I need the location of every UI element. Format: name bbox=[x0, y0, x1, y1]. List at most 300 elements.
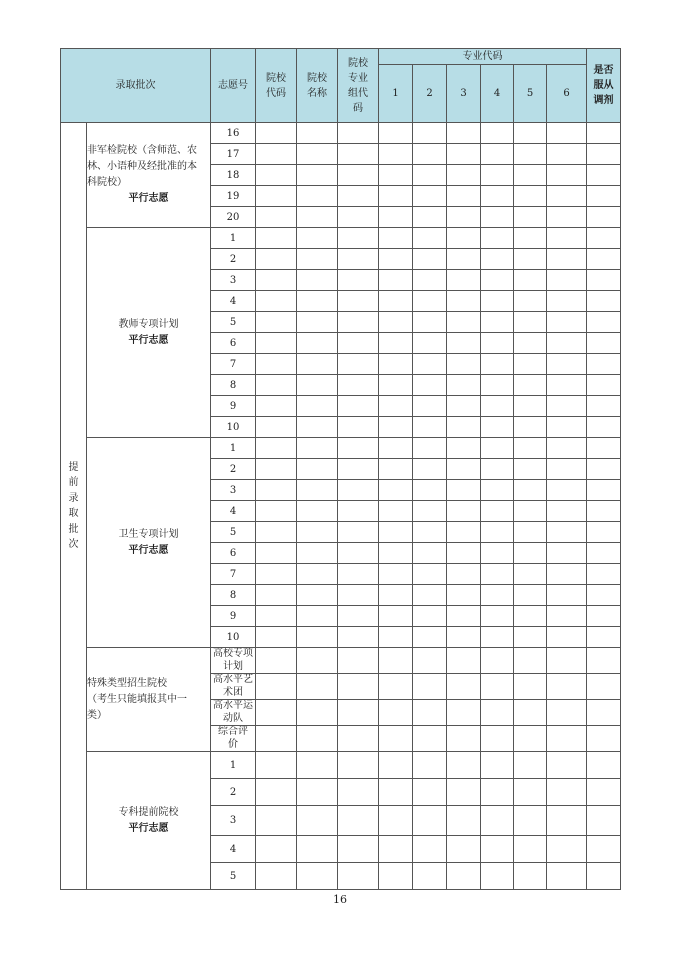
entry-cell[interactable] bbox=[587, 207, 621, 228]
entry-cell[interactable] bbox=[447, 700, 481, 726]
entry-cell[interactable] bbox=[297, 459, 338, 480]
entry-cell[interactable] bbox=[256, 700, 297, 726]
entry-cell[interactable] bbox=[413, 543, 447, 564]
entry-cell[interactable] bbox=[514, 752, 547, 779]
entry-cell[interactable] bbox=[481, 312, 514, 333]
entry-cell[interactable] bbox=[587, 863, 621, 890]
entry-cell[interactable] bbox=[447, 228, 481, 249]
entry-cell[interactable] bbox=[514, 165, 547, 186]
entry-cell[interactable] bbox=[587, 312, 621, 333]
entry-cell[interactable] bbox=[547, 752, 587, 779]
entry-cell[interactable] bbox=[447, 417, 481, 438]
entry-cell[interactable] bbox=[256, 207, 297, 228]
entry-cell[interactable] bbox=[413, 312, 447, 333]
entry-cell[interactable] bbox=[481, 333, 514, 354]
entry-cell[interactable] bbox=[338, 863, 379, 890]
entry-cell[interactable] bbox=[256, 459, 297, 480]
entry-cell[interactable] bbox=[447, 674, 481, 700]
entry-cell[interactable] bbox=[481, 228, 514, 249]
entry-cell[interactable] bbox=[379, 438, 413, 459]
entry-cell[interactable] bbox=[587, 375, 621, 396]
entry-cell[interactable] bbox=[514, 333, 547, 354]
entry-cell[interactable] bbox=[379, 186, 413, 207]
entry-cell[interactable] bbox=[481, 270, 514, 291]
entry-cell[interactable] bbox=[514, 543, 547, 564]
entry-cell[interactable] bbox=[514, 207, 547, 228]
entry-cell[interactable] bbox=[481, 806, 514, 836]
entry-cell[interactable] bbox=[379, 836, 413, 863]
entry-cell[interactable] bbox=[297, 779, 338, 806]
entry-cell[interactable] bbox=[514, 396, 547, 417]
entry-cell[interactable] bbox=[297, 585, 338, 606]
entry-cell[interactable] bbox=[547, 396, 587, 417]
entry-cell[interactable] bbox=[481, 585, 514, 606]
entry-cell[interactable] bbox=[256, 165, 297, 186]
entry-cell[interactable] bbox=[447, 207, 481, 228]
entry-cell[interactable] bbox=[481, 354, 514, 375]
entry-cell[interactable] bbox=[514, 312, 547, 333]
entry-cell[interactable] bbox=[547, 585, 587, 606]
entry-cell[interactable] bbox=[514, 228, 547, 249]
entry-cell[interactable] bbox=[338, 375, 379, 396]
entry-cell[interactable] bbox=[338, 522, 379, 543]
entry-cell[interactable] bbox=[547, 627, 587, 648]
entry-cell[interactable] bbox=[547, 606, 587, 627]
entry-cell[interactable] bbox=[379, 270, 413, 291]
entry-cell[interactable] bbox=[481, 779, 514, 806]
entry-cell[interactable] bbox=[297, 123, 338, 144]
entry-cell[interactable] bbox=[481, 144, 514, 165]
entry-cell[interactable] bbox=[547, 863, 587, 890]
entry-cell[interactable] bbox=[297, 207, 338, 228]
entry-cell[interactable] bbox=[447, 186, 481, 207]
entry-cell[interactable] bbox=[379, 779, 413, 806]
entry-cell[interactable] bbox=[514, 417, 547, 438]
entry-cell[interactable] bbox=[256, 144, 297, 165]
entry-cell[interactable] bbox=[547, 836, 587, 863]
entry-cell[interactable] bbox=[256, 863, 297, 890]
entry-cell[interactable] bbox=[514, 627, 547, 648]
entry-cell[interactable] bbox=[514, 700, 547, 726]
entry-cell[interactable] bbox=[514, 144, 547, 165]
entry-cell[interactable] bbox=[514, 585, 547, 606]
entry-cell[interactable] bbox=[547, 375, 587, 396]
entry-cell[interactable] bbox=[338, 459, 379, 480]
entry-cell[interactable] bbox=[413, 459, 447, 480]
entry-cell[interactable] bbox=[413, 863, 447, 890]
entry-cell[interactable] bbox=[338, 543, 379, 564]
entry-cell[interactable] bbox=[256, 606, 297, 627]
entry-cell[interactable] bbox=[481, 417, 514, 438]
entry-cell[interactable] bbox=[587, 249, 621, 270]
entry-cell[interactable] bbox=[447, 438, 481, 459]
entry-cell[interactable] bbox=[514, 501, 547, 522]
entry-cell[interactable] bbox=[379, 674, 413, 700]
entry-cell[interactable] bbox=[256, 752, 297, 779]
entry-cell[interactable] bbox=[514, 249, 547, 270]
entry-cell[interactable] bbox=[338, 396, 379, 417]
entry-cell[interactable] bbox=[256, 123, 297, 144]
entry-cell[interactable] bbox=[413, 144, 447, 165]
entry-cell[interactable] bbox=[547, 438, 587, 459]
entry-cell[interactable] bbox=[379, 396, 413, 417]
entry-cell[interactable] bbox=[587, 501, 621, 522]
entry-cell[interactable] bbox=[379, 375, 413, 396]
entry-cell[interactable] bbox=[338, 501, 379, 522]
entry-cell[interactable] bbox=[447, 863, 481, 890]
entry-cell[interactable] bbox=[587, 627, 621, 648]
entry-cell[interactable] bbox=[297, 627, 338, 648]
entry-cell[interactable] bbox=[413, 207, 447, 228]
entry-cell[interactable] bbox=[338, 165, 379, 186]
entry-cell[interactable] bbox=[297, 543, 338, 564]
entry-cell[interactable] bbox=[447, 726, 481, 752]
entry-cell[interactable] bbox=[514, 438, 547, 459]
entry-cell[interactable] bbox=[297, 726, 338, 752]
entry-cell[interactable] bbox=[587, 480, 621, 501]
entry-cell[interactable] bbox=[256, 375, 297, 396]
entry-cell[interactable] bbox=[338, 291, 379, 312]
entry-cell[interactable] bbox=[379, 501, 413, 522]
entry-cell[interactable] bbox=[338, 726, 379, 752]
entry-cell[interactable] bbox=[514, 779, 547, 806]
entry-cell[interactable] bbox=[587, 417, 621, 438]
entry-cell[interactable] bbox=[514, 522, 547, 543]
entry-cell[interactable] bbox=[297, 354, 338, 375]
entry-cell[interactable] bbox=[481, 674, 514, 700]
entry-cell[interactable] bbox=[481, 207, 514, 228]
entry-cell[interactable] bbox=[379, 333, 413, 354]
entry-cell[interactable] bbox=[338, 354, 379, 375]
entry-cell[interactable] bbox=[547, 417, 587, 438]
entry-cell[interactable] bbox=[447, 501, 481, 522]
entry-cell[interactable] bbox=[481, 726, 514, 752]
entry-cell[interactable] bbox=[481, 648, 514, 674]
entry-cell[interactable] bbox=[587, 806, 621, 836]
entry-cell[interactable] bbox=[514, 726, 547, 752]
entry-cell[interactable] bbox=[379, 291, 413, 312]
entry-cell[interactable] bbox=[256, 806, 297, 836]
entry-cell[interactable] bbox=[447, 396, 481, 417]
entry-cell[interactable] bbox=[297, 375, 338, 396]
entry-cell[interactable] bbox=[447, 836, 481, 863]
entry-cell[interactable] bbox=[481, 249, 514, 270]
entry-cell[interactable] bbox=[297, 522, 338, 543]
entry-cell[interactable] bbox=[379, 543, 413, 564]
entry-cell[interactable] bbox=[338, 438, 379, 459]
entry-cell[interactable] bbox=[481, 375, 514, 396]
entry-cell[interactable] bbox=[256, 564, 297, 585]
entry-cell[interactable] bbox=[547, 144, 587, 165]
entry-cell[interactable] bbox=[547, 806, 587, 836]
entry-cell[interactable] bbox=[547, 165, 587, 186]
entry-cell[interactable] bbox=[547, 564, 587, 585]
entry-cell[interactable] bbox=[256, 312, 297, 333]
entry-cell[interactable] bbox=[547, 207, 587, 228]
entry-cell[interactable] bbox=[481, 700, 514, 726]
entry-cell[interactable] bbox=[547, 354, 587, 375]
entry-cell[interactable] bbox=[587, 123, 621, 144]
entry-cell[interactable] bbox=[481, 165, 514, 186]
entry-cell[interactable] bbox=[379, 863, 413, 890]
entry-cell[interactable] bbox=[447, 564, 481, 585]
entry-cell[interactable] bbox=[256, 627, 297, 648]
entry-cell[interactable] bbox=[413, 501, 447, 522]
entry-cell[interactable] bbox=[447, 165, 481, 186]
entry-cell[interactable] bbox=[447, 312, 481, 333]
entry-cell[interactable] bbox=[379, 207, 413, 228]
entry-cell[interactable] bbox=[379, 228, 413, 249]
entry-cell[interactable] bbox=[481, 627, 514, 648]
entry-cell[interactable] bbox=[256, 270, 297, 291]
entry-cell[interactable] bbox=[447, 333, 481, 354]
entry-cell[interactable] bbox=[338, 144, 379, 165]
entry-cell[interactable] bbox=[413, 806, 447, 836]
entry-cell[interactable] bbox=[379, 417, 413, 438]
entry-cell[interactable] bbox=[338, 249, 379, 270]
entry-cell[interactable] bbox=[587, 270, 621, 291]
entry-cell[interactable] bbox=[447, 648, 481, 674]
entry-cell[interactable] bbox=[481, 438, 514, 459]
entry-cell[interactable] bbox=[256, 417, 297, 438]
entry-cell[interactable] bbox=[547, 648, 587, 674]
entry-cell[interactable] bbox=[587, 354, 621, 375]
entry-cell[interactable] bbox=[587, 333, 621, 354]
entry-cell[interactable] bbox=[547, 249, 587, 270]
entry-cell[interactable] bbox=[514, 354, 547, 375]
entry-cell[interactable] bbox=[256, 480, 297, 501]
entry-cell[interactable] bbox=[379, 123, 413, 144]
entry-cell[interactable] bbox=[587, 186, 621, 207]
entry-cell[interactable] bbox=[447, 291, 481, 312]
entry-cell[interactable] bbox=[547, 228, 587, 249]
entry-cell[interactable] bbox=[338, 417, 379, 438]
entry-cell[interactable] bbox=[297, 165, 338, 186]
entry-cell[interactable] bbox=[256, 333, 297, 354]
entry-cell[interactable] bbox=[256, 291, 297, 312]
entry-cell[interactable] bbox=[587, 700, 621, 726]
entry-cell[interactable] bbox=[447, 585, 481, 606]
entry-cell[interactable] bbox=[481, 291, 514, 312]
entry-cell[interactable] bbox=[256, 249, 297, 270]
entry-cell[interactable] bbox=[587, 165, 621, 186]
entry-cell[interactable] bbox=[587, 459, 621, 480]
entry-cell[interactable] bbox=[587, 396, 621, 417]
entry-cell[interactable] bbox=[413, 165, 447, 186]
entry-cell[interactable] bbox=[587, 648, 621, 674]
entry-cell[interactable] bbox=[481, 396, 514, 417]
entry-cell[interactable] bbox=[413, 648, 447, 674]
entry-cell[interactable] bbox=[481, 564, 514, 585]
entry-cell[interactable] bbox=[297, 674, 338, 700]
entry-cell[interactable] bbox=[481, 836, 514, 863]
entry-cell[interactable] bbox=[256, 543, 297, 564]
entry-cell[interactable] bbox=[413, 291, 447, 312]
entry-cell[interactable] bbox=[447, 779, 481, 806]
entry-cell[interactable] bbox=[447, 375, 481, 396]
entry-cell[interactable] bbox=[481, 459, 514, 480]
entry-cell[interactable] bbox=[297, 480, 338, 501]
entry-cell[interactable] bbox=[547, 270, 587, 291]
entry-cell[interactable] bbox=[547, 480, 587, 501]
entry-cell[interactable] bbox=[379, 564, 413, 585]
entry-cell[interactable] bbox=[379, 606, 413, 627]
entry-cell[interactable] bbox=[413, 396, 447, 417]
entry-cell[interactable] bbox=[256, 501, 297, 522]
entry-cell[interactable] bbox=[587, 585, 621, 606]
entry-cell[interactable] bbox=[338, 627, 379, 648]
entry-cell[interactable] bbox=[379, 249, 413, 270]
entry-cell[interactable] bbox=[413, 270, 447, 291]
entry-cell[interactable] bbox=[587, 438, 621, 459]
entry-cell[interactable] bbox=[338, 312, 379, 333]
entry-cell[interactable] bbox=[447, 123, 481, 144]
entry-cell[interactable] bbox=[256, 585, 297, 606]
entry-cell[interactable] bbox=[547, 700, 587, 726]
entry-cell[interactable] bbox=[338, 270, 379, 291]
entry-cell[interactable] bbox=[514, 863, 547, 890]
entry-cell[interactable] bbox=[481, 522, 514, 543]
entry-cell[interactable] bbox=[379, 459, 413, 480]
entry-cell[interactable] bbox=[481, 501, 514, 522]
entry-cell[interactable] bbox=[481, 606, 514, 627]
entry-cell[interactable] bbox=[297, 648, 338, 674]
entry-cell[interactable] bbox=[256, 522, 297, 543]
entry-cell[interactable] bbox=[379, 165, 413, 186]
entry-cell[interactable] bbox=[338, 480, 379, 501]
entry-cell[interactable] bbox=[587, 674, 621, 700]
entry-cell[interactable] bbox=[587, 606, 621, 627]
entry-cell[interactable] bbox=[547, 291, 587, 312]
entry-cell[interactable] bbox=[514, 480, 547, 501]
entry-cell[interactable] bbox=[547, 779, 587, 806]
entry-cell[interactable] bbox=[256, 186, 297, 207]
entry-cell[interactable] bbox=[297, 438, 338, 459]
entry-cell[interactable] bbox=[547, 123, 587, 144]
entry-cell[interactable] bbox=[514, 836, 547, 863]
entry-cell[interactable] bbox=[256, 674, 297, 700]
entry-cell[interactable] bbox=[256, 354, 297, 375]
entry-cell[interactable] bbox=[481, 863, 514, 890]
entry-cell[interactable] bbox=[338, 606, 379, 627]
entry-cell[interactable] bbox=[413, 752, 447, 779]
entry-cell[interactable] bbox=[587, 726, 621, 752]
entry-cell[interactable] bbox=[447, 459, 481, 480]
entry-cell[interactable] bbox=[447, 354, 481, 375]
entry-cell[interactable] bbox=[297, 863, 338, 890]
entry-cell[interactable] bbox=[514, 123, 547, 144]
entry-cell[interactable] bbox=[447, 270, 481, 291]
entry-cell[interactable] bbox=[338, 836, 379, 863]
entry-cell[interactable] bbox=[338, 648, 379, 674]
entry-cell[interactable] bbox=[338, 700, 379, 726]
entry-cell[interactable] bbox=[413, 779, 447, 806]
entry-cell[interactable] bbox=[338, 585, 379, 606]
entry-cell[interactable] bbox=[413, 674, 447, 700]
entry-cell[interactable] bbox=[256, 438, 297, 459]
entry-cell[interactable] bbox=[547, 459, 587, 480]
entry-cell[interactable] bbox=[297, 270, 338, 291]
entry-cell[interactable] bbox=[297, 144, 338, 165]
entry-cell[interactable] bbox=[413, 726, 447, 752]
entry-cell[interactable] bbox=[514, 564, 547, 585]
entry-cell[interactable] bbox=[413, 228, 447, 249]
entry-cell[interactable] bbox=[514, 375, 547, 396]
entry-cell[interactable] bbox=[547, 501, 587, 522]
entry-cell[interactable] bbox=[413, 836, 447, 863]
entry-cell[interactable] bbox=[297, 806, 338, 836]
entry-cell[interactable] bbox=[338, 228, 379, 249]
entry-cell[interactable] bbox=[297, 417, 338, 438]
entry-cell[interactable] bbox=[547, 522, 587, 543]
entry-cell[interactable] bbox=[447, 522, 481, 543]
entry-cell[interactable] bbox=[447, 752, 481, 779]
entry-cell[interactable] bbox=[338, 207, 379, 228]
entry-cell[interactable] bbox=[547, 543, 587, 564]
entry-cell[interactable] bbox=[379, 627, 413, 648]
entry-cell[interactable] bbox=[379, 806, 413, 836]
entry-cell[interactable] bbox=[447, 543, 481, 564]
entry-cell[interactable] bbox=[338, 186, 379, 207]
entry-cell[interactable] bbox=[413, 249, 447, 270]
entry-cell[interactable] bbox=[379, 144, 413, 165]
entry-cell[interactable] bbox=[547, 333, 587, 354]
entry-cell[interactable] bbox=[338, 806, 379, 836]
entry-cell[interactable] bbox=[587, 752, 621, 779]
entry-cell[interactable] bbox=[379, 522, 413, 543]
entry-cell[interactable] bbox=[379, 700, 413, 726]
entry-cell[interactable] bbox=[547, 726, 587, 752]
entry-cell[interactable] bbox=[514, 459, 547, 480]
entry-cell[interactable] bbox=[481, 543, 514, 564]
entry-cell[interactable] bbox=[514, 186, 547, 207]
entry-cell[interactable] bbox=[338, 123, 379, 144]
entry-cell[interactable] bbox=[338, 333, 379, 354]
entry-cell[interactable] bbox=[256, 726, 297, 752]
entry-cell[interactable] bbox=[514, 806, 547, 836]
entry-cell[interactable] bbox=[413, 417, 447, 438]
entry-cell[interactable] bbox=[587, 522, 621, 543]
entry-cell[interactable] bbox=[338, 564, 379, 585]
entry-cell[interactable] bbox=[447, 480, 481, 501]
entry-cell[interactable] bbox=[379, 312, 413, 333]
entry-cell[interactable] bbox=[547, 186, 587, 207]
entry-cell[interactable] bbox=[547, 674, 587, 700]
entry-cell[interactable] bbox=[413, 333, 447, 354]
entry-cell[interactable] bbox=[256, 648, 297, 674]
entry-cell[interactable] bbox=[514, 270, 547, 291]
entry-cell[interactable] bbox=[413, 186, 447, 207]
entry-cell[interactable] bbox=[379, 354, 413, 375]
entry-cell[interactable] bbox=[447, 144, 481, 165]
entry-cell[interactable] bbox=[587, 291, 621, 312]
entry-cell[interactable] bbox=[338, 779, 379, 806]
entry-cell[interactable] bbox=[514, 648, 547, 674]
entry-cell[interactable] bbox=[297, 249, 338, 270]
entry-cell[interactable] bbox=[379, 480, 413, 501]
entry-cell[interactable] bbox=[297, 501, 338, 522]
entry-cell[interactable] bbox=[297, 752, 338, 779]
entry-cell[interactable] bbox=[379, 752, 413, 779]
entry-cell[interactable] bbox=[413, 354, 447, 375]
entry-cell[interactable] bbox=[481, 752, 514, 779]
entry-cell[interactable] bbox=[413, 700, 447, 726]
entry-cell[interactable] bbox=[547, 312, 587, 333]
entry-cell[interactable] bbox=[447, 806, 481, 836]
entry-cell[interactable] bbox=[413, 438, 447, 459]
entry-cell[interactable] bbox=[587, 144, 621, 165]
entry-cell[interactable] bbox=[413, 627, 447, 648]
